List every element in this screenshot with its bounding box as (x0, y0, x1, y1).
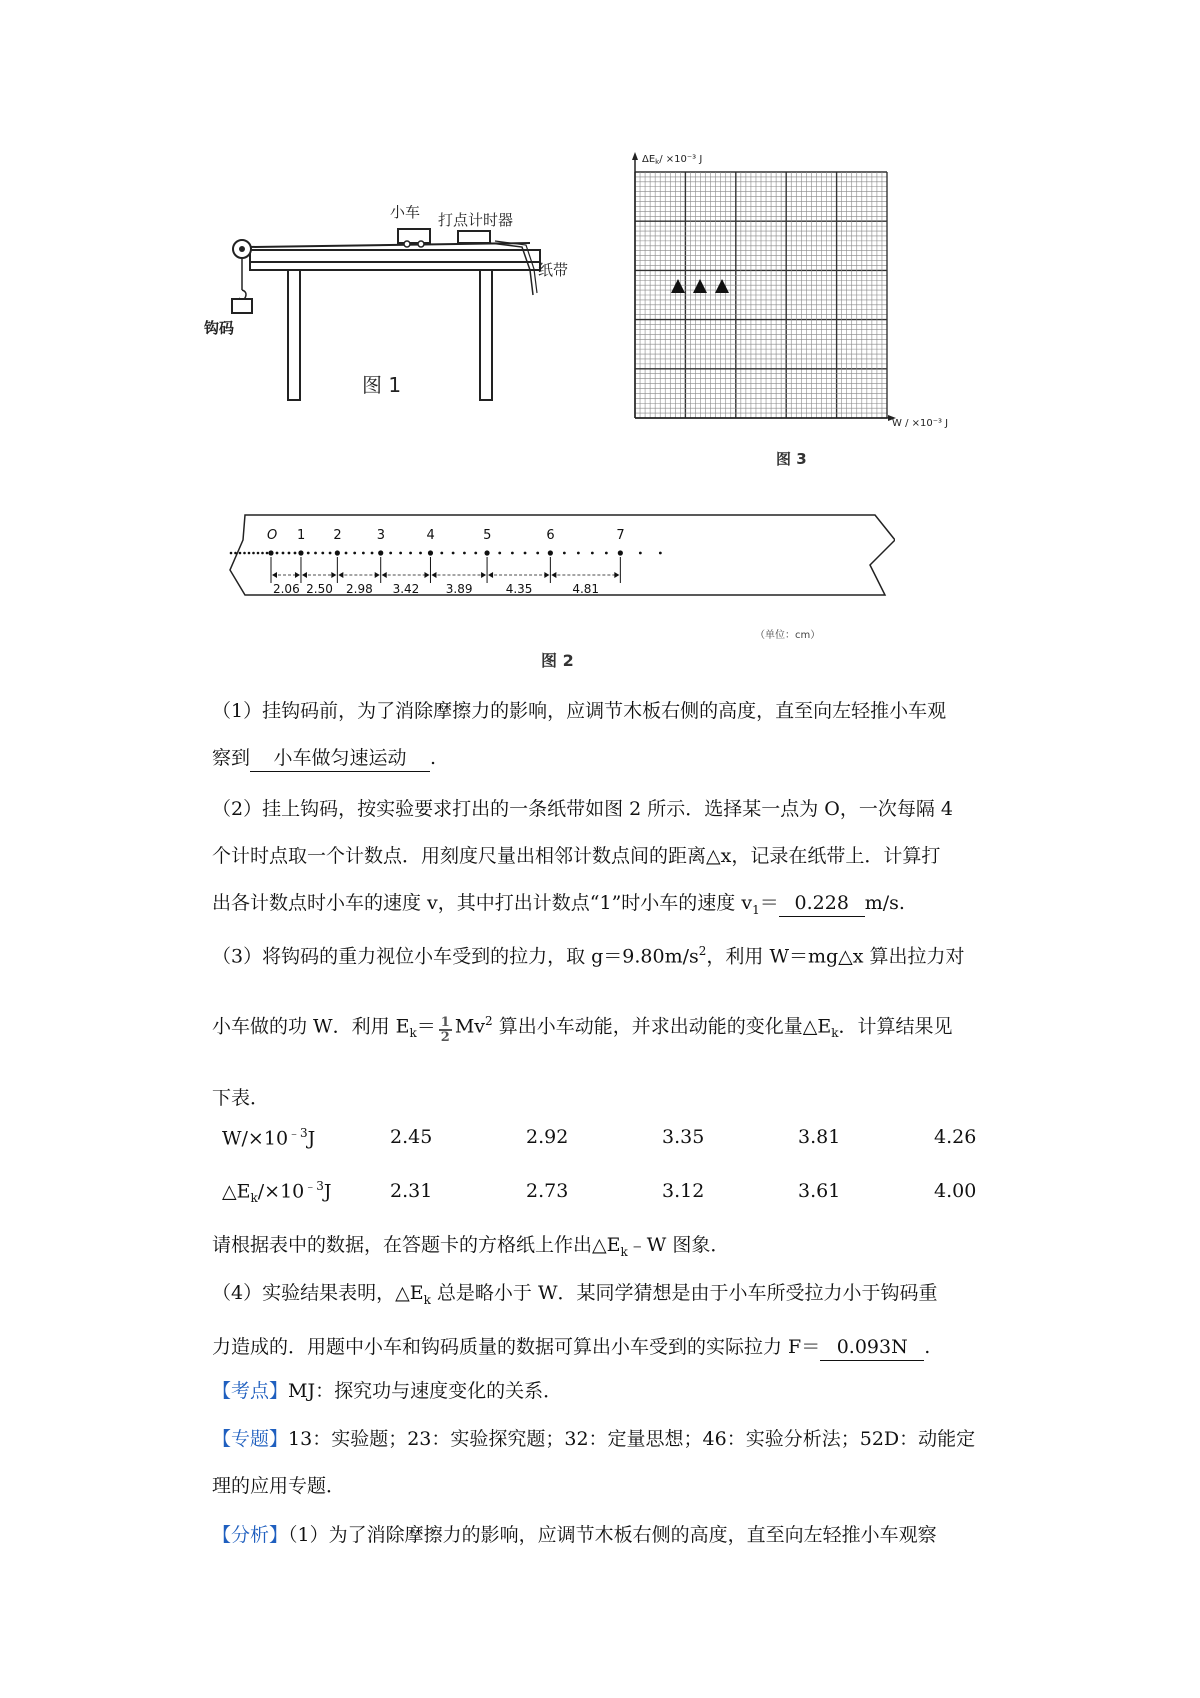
count-point (335, 550, 340, 555)
data-table (212, 1110, 1070, 1218)
table-cell: 2.73 (526, 1180, 569, 1202)
q3-line3: 下表． (212, 1087, 270, 1110)
fenxi-tag: 【分析】 (212, 1524, 289, 1546)
figure-1-caption: 图 1 (362, 373, 402, 397)
question-2 (212, 786, 1032, 934)
count-point (548, 550, 553, 555)
tape-dot (248, 552, 251, 555)
figure-2-caption: 图 2 (541, 651, 574, 670)
kaodian-tag: 【考点】 (212, 1380, 289, 1402)
count-point (268, 550, 273, 555)
zhuanti: 【专题】13：实验题；23：实验探究题；32：定量思想；46：实验分析法；52D：动能定 理的应用专题． (212, 1428, 976, 1497)
tape-dot (452, 552, 455, 555)
zhuanti-tag: 【专题】 (212, 1428, 289, 1450)
q4-line1: （4）实验结果表明，$\triangle E_k$ 总是略小于 W．某同学猜想是由于小车所受拉力小于钩码重 (212, 1282, 938, 1307)
distance-label: 2.06 (272, 582, 300, 596)
question-3 (212, 928, 1032, 1122)
q1-answer: 小车做匀速运动 (250, 745, 430, 772)
tape-dot (440, 552, 443, 555)
count-point (618, 550, 623, 555)
point-label: 5 (483, 528, 492, 543)
table-cell: 4.00 (934, 1180, 977, 1202)
tape-dot (659, 552, 662, 555)
table-cell: 4.26 (934, 1126, 977, 1148)
tape-dot (362, 552, 365, 555)
question-1 (212, 688, 1032, 782)
q4-answer: 0.093N (820, 1334, 924, 1361)
point-label: 7 (616, 528, 625, 543)
tape-dot (389, 552, 392, 555)
tape-dot (294, 552, 297, 555)
point-label: 6 (546, 528, 555, 543)
q4-line2: 力造成的．用题中小车和钩码质量的数据可算出小车受到的实际拉力 F＝ 0.093N . (212, 1324, 1032, 1371)
table-cell: 3.12 (662, 1180, 705, 1202)
tape-dot (345, 552, 348, 555)
tape-dot (474, 552, 477, 555)
label-weight: 钩码 (204, 319, 235, 337)
table-cell: 3.81 (798, 1126, 841, 1148)
table-cell: 3.61 (798, 1180, 841, 1202)
tape-dot (329, 552, 332, 555)
count-point (484, 550, 489, 555)
tape-dot (463, 552, 466, 555)
table-cell: 2.45 (390, 1126, 433, 1148)
after-table-text: 请根据表中的数据，在答题卡的方格纸上作出$\triangle E_k﹣W$ 图象． (212, 1234, 730, 1259)
distance-label: 4.81 (572, 582, 600, 596)
q3-line1: （3）将钩码的重力视位小车受到的拉力，取 $g=9.80m/s^2$，利用 W＝mg△x 算出拉力对 (212, 944, 965, 968)
tape-dot (511, 552, 514, 555)
fenxi: 【分析】（1）为了消除摩擦力的影响，应调节木板右侧的高度，直至向左轻推小车观察 (212, 1524, 937, 1546)
tape-dot (591, 552, 594, 555)
figure-2-tape (225, 510, 895, 670)
tape-dot (252, 552, 255, 555)
triangle-marker (715, 279, 729, 293)
tape-dot (399, 552, 402, 555)
q1-line2: 察到 小车做匀速运动 . (212, 735, 1032, 782)
count-point (298, 550, 303, 555)
q2-line3: 出各计数点时小车的速度 v，其中打出计数点“1”时小车的速度 $v_1= 0.228$ m/s. (212, 892, 905, 917)
table-cell: 3.35 (662, 1126, 705, 1148)
tape-dot (243, 552, 246, 555)
q2-answer: 0.228 (779, 890, 865, 917)
q1-line1: （1）挂钩码前，为了消除摩擦力的影响，应调节木板右侧的高度，直至向左轻推小车观 (212, 700, 947, 722)
distance-label: 4.35 (505, 582, 533, 596)
figure-3-grid (620, 150, 970, 485)
label-tape: 纸带 (538, 261, 569, 279)
tape-dot (605, 552, 608, 555)
distance-label: 3.89 (445, 582, 473, 596)
tape-dot (288, 552, 291, 555)
tape-dot (321, 552, 324, 555)
tape-dot (234, 552, 237, 555)
q2-line1: （2）挂上钩码，按实验要求打出的一条纸带如图 2 所示．选择某一点为 O，一次每隔 4 (212, 798, 954, 820)
tape-dot (353, 552, 356, 555)
tape-dot (639, 552, 642, 555)
fraction-one-half: $\frac{1}{2}$ (440, 1014, 450, 1045)
tape-dot (563, 552, 566, 555)
tape-dot (307, 552, 310, 555)
point-label: 4 (426, 528, 435, 543)
tape-dot (498, 552, 501, 555)
tape-dot (419, 552, 422, 555)
tape-dot (276, 552, 279, 555)
x-axis-label: W / ×10⁻³ J (892, 418, 949, 429)
triangle-marker (693, 279, 707, 293)
table-cell: 2.92 (526, 1126, 569, 1148)
distance-label: 3.42 (392, 582, 420, 596)
row-head-w: $W/\times 10^{﹣3}J$ (222, 1126, 316, 1150)
table-cell: 2.31 (390, 1180, 433, 1202)
count-point (428, 550, 433, 555)
kaodian: 【考点】MJ：探究功与速度变化的关系． (212, 1380, 563, 1402)
tape-dot (536, 552, 539, 555)
tape-dot (577, 552, 580, 555)
y-axis-label: $\Delta E_k/ \times 10^{-3}$ J (642, 154, 703, 166)
count-point (378, 550, 383, 555)
question-4 (212, 1270, 1032, 1371)
q2-line2: 个计时点取一个计数点．用刻度尺量出相邻计数点间的距离△x，记录在纸带上．计算打 (212, 845, 941, 867)
row-head-ek: $\triangle E_k/\times 10^{﹣3}J$ (222, 1178, 332, 1206)
figure-1-apparatus (200, 205, 600, 445)
tape-dot (524, 552, 527, 555)
distance-label: 2.50 (306, 582, 333, 596)
tape-dot (239, 552, 242, 555)
point-label: 2 (333, 528, 342, 543)
point-label: 1 (296, 528, 306, 543)
tape-dot (314, 552, 317, 555)
tape-dot (409, 552, 412, 555)
tape-unit: （单位：cm） (755, 630, 821, 641)
point-label: O (267, 528, 278, 543)
tape-dot (261, 552, 264, 555)
tape-dot (266, 552, 269, 555)
tape-dot (282, 552, 285, 555)
tape-dot (230, 552, 233, 555)
label-cart: 小车 (390, 205, 421, 221)
triangle-marker (671, 279, 685, 293)
table-row-w (212, 1110, 1070, 1164)
tape-dot (371, 552, 374, 555)
tape-dot (257, 552, 260, 555)
distance-label: 2.98 (346, 582, 373, 596)
label-timer: 打点计时器 (438, 211, 514, 229)
figure-3-caption: 图 3 (776, 450, 807, 468)
q3-line2: 小车做的功 W．利用 $E_k=$ $\frac{1}{2}$ Mv$^2$ 算出小车动能，并求出动能的变化量$\triangle E_k$．计算结果见 (212, 1014, 953, 1045)
point-label: 3 (376, 528, 385, 543)
table-row-ek (212, 1164, 1070, 1218)
